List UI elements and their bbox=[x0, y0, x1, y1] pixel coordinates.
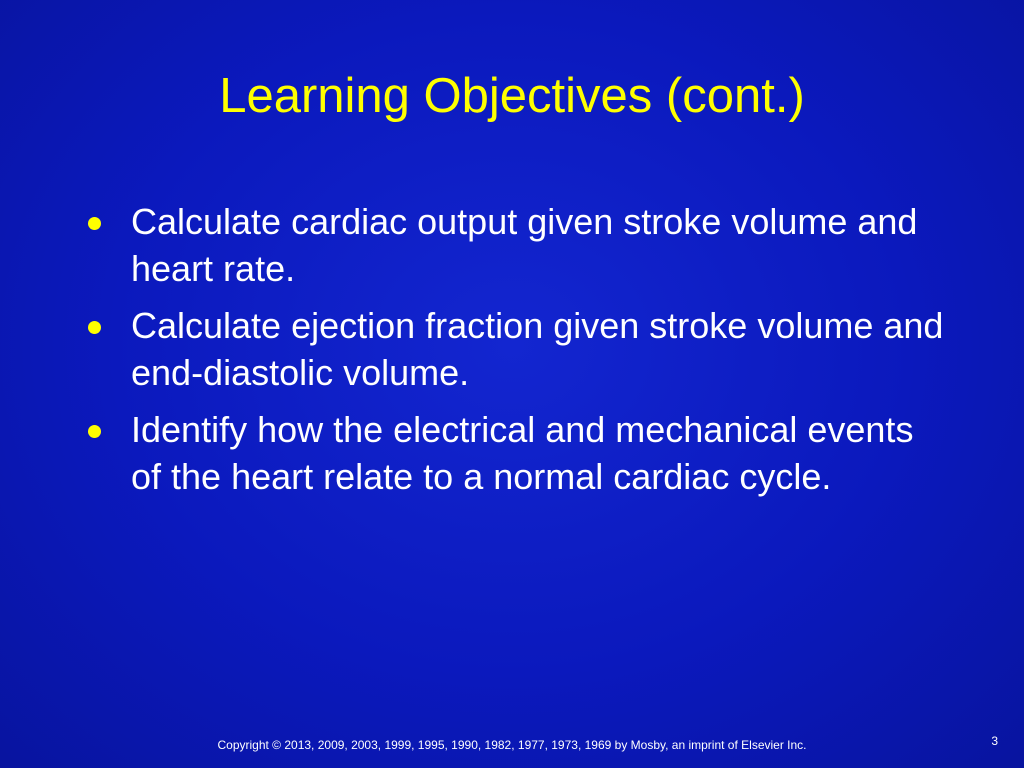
bullet-text: Identify how the electrical and mechanical events of the heart relate to a normal cardiac cycle. bbox=[131, 409, 914, 497]
bullet-item-cardiac-output bbox=[88, 198, 948, 292]
bullet-dot-icon bbox=[88, 217, 101, 230]
bullet-item-cardiac-cycle bbox=[88, 406, 948, 500]
copyright-footer: Copyright © 2013, 2009, 2003, 1999, 1995, 1990, 1982, 1977, 1973, 1969 by Mosby, an imprint of Elsevier Inc. bbox=[217, 738, 807, 752]
page-number: 3 bbox=[991, 734, 998, 748]
bullet-dot-icon bbox=[88, 321, 101, 334]
bullet-dot-icon bbox=[88, 425, 101, 438]
slide-title: Learning Objectives (cont.) bbox=[219, 69, 805, 123]
bullet-text: Calculate cardiac output given stroke volume and heart rate. bbox=[131, 201, 918, 289]
bullet-list bbox=[88, 198, 948, 510]
bullet-item-ejection-fraction bbox=[88, 302, 948, 396]
bullet-text: Calculate ejection fraction given stroke volume and end-diastolic volume. bbox=[131, 305, 944, 393]
